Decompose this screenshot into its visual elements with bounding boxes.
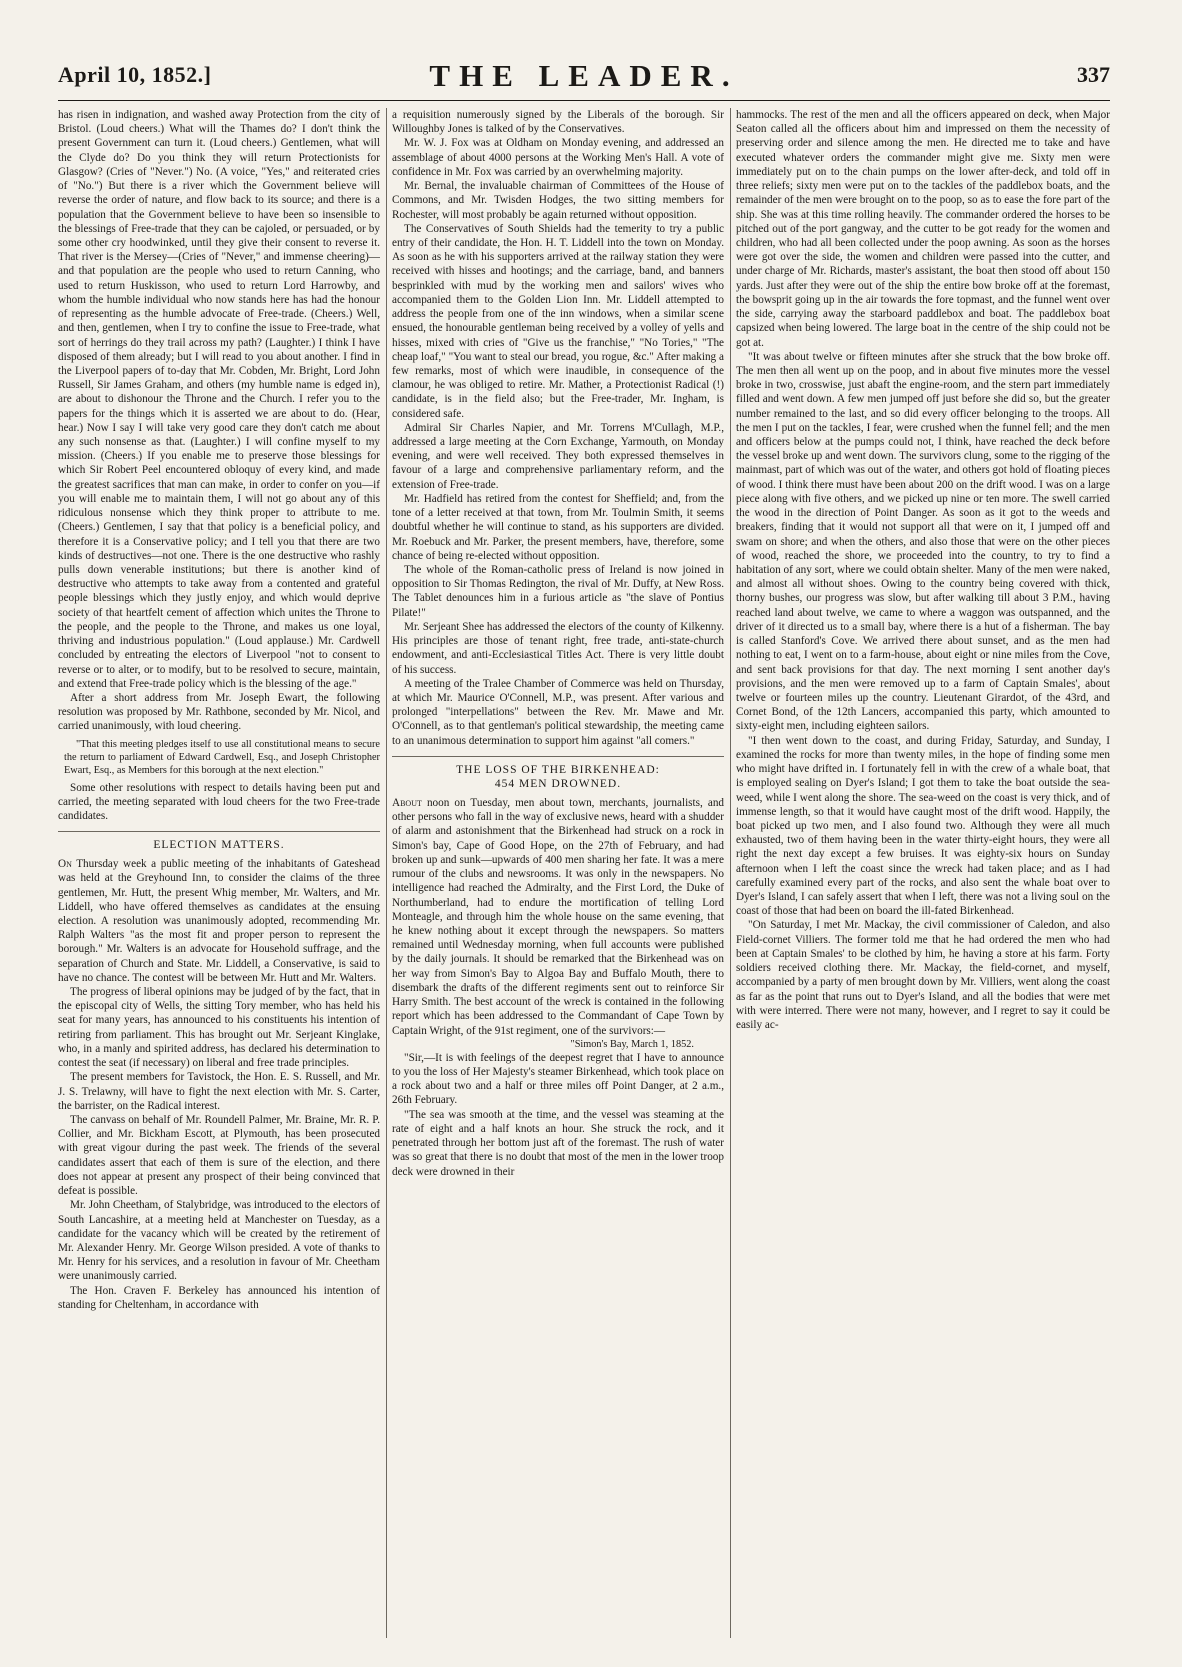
column-2: [392, 108, 724, 1638]
section-heading-election-matters: ELECTION MATTERS.: [58, 831, 380, 853]
article-paragraph: Mr. Hadfield has retired from the contest for Sheffield; and, from the tone of a letter received at that town, from Mr. Toulmin Smith, it seems doubtful whether he will continue to stand, as his supporters are divided. Mr. Roebuck and Mr. Parker, the present members, have, therefore, some chance of being re-elected without opposition.: [392, 492, 724, 562]
article-paragraph: About noon on Tuesday, men about town, merchants, journalists, and other persons who fall in the way of exclusive news, heard with a shudder of alarm and astonishment that the Birkenhead had struck on a rock in Simon's bay, Cape of Good Hope, on the 27th of February, and had broken up and sunk—upwards of 400 men sharing her fate. It was a mere rumour of the clubs and newsrooms. It was only in the newspapers. No intelligence had reached the Admiralty, and the First Lord, the Duke of Northumberland, had to endure the mortification of telling Lord Monteagle, and through him the whole house on the same evening, that he knew nothing about it except through the newspapers. So matters remained until Wednesday morning, when full accounts were published by the daily journals. It should be remarked that the Birkenhead was on her way from Simon's Bay to Algoa Bay and Buffalo Mouth, there to disembark the drafts of the different regiments sent out to reinforce Sir Harry Smith. The best account of the wreck is contained in the following report which has been addressed to the Commandant of Cape Town by Captain Wright, of the 91st regiment, one of the survivors:—: [392, 797, 724, 1037]
issue-date: April 10, 1852.]: [58, 62, 212, 87]
drop-word: About: [392, 797, 422, 810]
letter-paragraph: "On Saturday, I met Mr. Mackay, the civil commissioner of Caledon, and also Field-cornet Villiers. The former told me that he had ordered the men who had been at Captain Smales' to be clothed by him, he having a store at his farm. Forty soldiers received clothing there. Mr. Mackay, the field-cornet, and myself, accompanied by a party of men brought down by Mr. Villiers, went along the coast as far as the point that runs out to Dyer's Island, and all the bodies that were met with were interred. There were not many, however, and I regret to say it could be easily ac-: [736, 919, 1110, 1031]
letter-dateline: "Simon's Bay, March 1, 1852.: [570, 1038, 694, 1050]
article-paragraph: The whole of the Roman-catholic press of Ireland is now joined in opposition to Sir Thomas Redington, the rival of Mr. Duffy, at New Ross. The Tablet denounces him in a furious article as "the slave of Pontius Pilate!": [392, 564, 724, 619]
letter-paragraph: "It was about twelve or fifteen minutes after she struck that the bow broke off. The men then all went up on the poop, and in about five minutes more the vessel broke in two, crosswise, just abaft the engine-room, and the stern part immediately filled and went down. A few men jumped off just before she did so, but the greater number remained to the last, and so did every officer belonging to the troops. All the men I put on the tackles, I fear, were crushed when the funnel fell; and the men and officers below at the pumps could not, I think, have reached the deck before the vessel broke up and went down. The survivors clung, some to the rigging of the mainmast, part of which was out of the water, and others got hold of floating pieces of wood. I think there must have been about 200 on the drift wood. I was on a large piece along with five others, and we picked up nine or ten more. The swell carried the wood in the direction of Point Danger. As soon as it got to the weeds and breakers, finding that it would not support all that were on it, I jumped off and swam on shore; and when the others, and also those that were on the other pieces of wood, reached the shore, we proceeded into the country, to try to find a habitation of any sort, where we could obtain shelter. Many of the men were naked, and almost all without shoes. Owing to the country being covered with thick, thorny bushes, our progress was slow, but after walking till about 3 P.M., having reached land about twelve, we came to where a waggon was outspanned, and the driver of it directed us to a small bay, where there is a hut of a fisherman. The bay is called Stanford's Cove. We arrived there about sunset, and as the men had nothing to eat, I went on to a farm-house, about eight or nine miles from the Cove, and sent back provisions for that day. The next morning I sent another day's provisions, and the men were removed up to a farm of Captain Smales', about twelve or fourteen miles up the country. Lieutenant Girardot, of the 43rd, and Cornet Bond, of the 12th Lancers, accompanied this party, which amounted to sixty-eight men, including eighteen sailors.: [736, 350, 1110, 733]
letter-paragraph: hammocks. The rest of the men and all the officers appeared on deck, when Major Seaton called all the officers about him and impressed on them the necessity of preserving order and silence among the men. He directed me to take and have executed whatever orders the commander might give me. Sixty men were immediately put on to the chain pumps on the lower after-deck, and told off in three reliefs; sixty men were put on to the tackles of the paddlebox boats, and the remainder of the men were brought on to the poop, so as to ease the fore part of the ship. She was at this time rolling heavily. The commander ordered the horses to be pitched out of the port gangway, and the cutter to be got ready for the women and children, who had all been collected under the poop awning. As soon as the horses were got over the side, the women and children were passed into the cutter, and under charge of Mr. Richards, master's assistant, the boat then stood off about 150 yards. Just after they were out of the ship the entire bow broke off at the foremast, the bowsprit going up in the air towards the fore topmast, and the funnel went over the side, carrying away the starboard paddlebox and boat. The paddlebox boat capsized when being lowered. The large boat in the centre of the ship could not be got at.: [736, 109, 1110, 349]
article-paragraph: Admiral Sir Charles Napier, and Mr. Torrens M'Cullagh, M.P., addressed a large meeting at the Corn Exchange, Yarmouth, on Monday evening, and were well received. They both expressed themselves in favour of a large and comprehensive parliamentary reform, and the extension of Free-trade.: [392, 421, 724, 491]
article-paragraph: Mr. Bernal, the invaluable chairman of Committees of the House of Commons, and Mr. Twisden Hodges, the two sitting members for Rochester, will most probably be again returned without opposition.: [392, 180, 724, 221]
article-paragraph: After a short address from Mr. Joseph Ewart, the following resolution was proposed by Mr. Rathbone, seconded by Mr. Nicol, and carried unanimously, with loud cheering.: [58, 691, 380, 733]
section-heading-birkenhead: THE LOSS OF THE BIRKENHEAD: 454 MEN DROWNED.: [392, 756, 724, 792]
page-number: 337: [1077, 62, 1110, 87]
article-paragraph: has risen in indignation, and washed away Protection from the city of Bristol. (Loud cheers.) What will the Thames do? I don't think the present Government can turn it. (Loud cheers.) Gentlemen, what will the Clyde do? Do you think they will return Protectionists for Glasgow? (Cries of "Never.") No. (A voice, "Yes," and reiterated cries of "No.") But there is a river which the Government believe will reverse the order of nature, and flow back to its source; and there is a population that the Government believe to have been so insensible to the blessings of Free-trade that they can be cajoled, or persuaded, or by some other cry hoodwinked, until they give their consent to reverse it. That river is the Mersey—(Cries of "Never," and immense cheering)—and that population are the people who used to return Canning, who used to return Huskisson, who used to return Lord Harrowby, and whom the humble individual who now stands here has had the honour of representing as the humble advocate of Free-trade. (Cheers.) Well, and then, gentlemen, when I try to confine the issue to Free-trade, what sort of herrings do they trail across my path? (Laughter.) I think I have disposed of them already; but I will read to you about another. I find in the Liverpool papers of to-day that Mr. Cobden, Mr. Bright, Lord John Russell, Sir James Graham, and others (my humble name is edged in), are about to dishonour the Throne and the Church. I refer you to the papers for the things which it is asserted we are about to do. (Hear, hear.) Now I say I will take very good care they don't catch me about any such nonsense as that. (Laughter.) I will confine myself to my mission. (Cheers.) If you enable me to preserve those blessings for which Sir Robert Peel encountered obloquy of every kind, and made the greatest sacrifices that man can make, in order to confer on you—if you will enable me to maintain them, I will not go about any of this ridiculous nonsense which they think proper to attribute to me. (Cheers.) Gentlemen, I say that that policy is a beneficial policy, and therefore it is a Conservative policy; and I tell you that there are two kinds of destructives—not one. There is the one destructive who rashly pulls down venerable institutions; but there is another kind of destructive who attempts to take away from a contented and grateful people blessings which they justly enjoy, and which would deprive society of that heartfelt cement of affection which unites the Throne to the people, and the people to the Throne, and makes us one loyal, thriving and industrious population." (Loud applause.) Mr. Cardwell concluded by entreating the electors of Liverpool "not to consent to reverse or to alter, or to modify, but to be resolved to secure, maintain, and extend that Free-trade policy which is the blessing of the age.": [58, 109, 380, 690]
drop-word: On: [58, 858, 72, 871]
article-paragraph: Mr. W. J. Fox was at Oldham on Monday evening, and addressed an assemblage of about 4000 persons at the Working Men's Hall. A vote of confidence in Mr. Fox was carried by an overwhelming majority.: [392, 137, 724, 178]
letter-paragraph: "I then went down to the coast, and during Friday, Saturday, and Sunday, I examined the rocks for more than twenty miles, in the hope of finding some men who might have drifted in. I fortunately fell in with the crew of a whale boat, that is employed sealing on Dyer's Island; I got them to take the boat outside the sea-weed, while I went along the shore. The sea-weed on the coast is very thick, and of immense length, so that it would have caught most of the drift wood. Happily, the boat picked up two men, and I also found two. Although they were all much exhausted, two of them having been in the water thirty-eight hours, they were all right the next day except a few bruises. It was eighty-six hours on Sunday afternoon when I left the coast since the wreck had taken place; and as I had carefully examined every part of the rocks, and also sent the whale boat over to Dyer's Island, I can safely assert that when I left, there was not a living soul on the coast of those that had been on board the ill-fated Birkenhead.: [736, 734, 1110, 918]
article-paragraph: On Thursday week a public meeting of the inhabitants of Gateshead was held at the Greyhound Inn, to consider the claims of the three gentlemen, Mr. Hutt, the present Whig member, Mr. Walters, and Mr. Liddell, who have offered themselves as candidates at the ensuing election. A resolution was unanimously adopted, recommending Mr. Ralph Walters "as the most fit and proper person to represent the borough." Mr. Walters is an advocate for Household suffrage, and the separation of Church and State. Mr. Liddell, a Conservative, is said to have no chance. The contest will be between Mr. Hutt and Mr. Walters.: [58, 858, 380, 984]
article-paragraph: The canvass on behalf of Mr. Roundell Palmer, Mr. Braine, Mr. R. P. Collier, and Mr. Bickham Escott, at Plymouth, has been prosecuted with great vigour during the past week. The friends of the several candidates assert that each of them is sure of the election, and there does not appear at present any prospect of their being convinced that defeat is possible.: [58, 1114, 380, 1198]
masthead: [58, 58, 1110, 94]
article-paragraph: The present members for Tavistock, the Hon. E. S. Russell, and Mr. J. S. Trelawny, will have to fight the next election with Mr. S. Carter, the barrister, on the Radical interest.: [58, 1071, 380, 1112]
article-paragraph: A meeting of the Tralee Chamber of Commerce was held on Thursday, at which Mr. Maurice O'Connell, M.P., was present. After various and prolonged "interpellations" between the Rev. Mr. Mawe and Mr. O'Connell, as to that gentleman's political stewardship, the meeting came to an unanimous determination to support him against "all comers.": [392, 677, 724, 747]
column-3: [736, 108, 1110, 1638]
column-1: [58, 108, 380, 1638]
newspaper-title: THE LEADER.: [429, 58, 739, 93]
header-rule: [58, 100, 1110, 101]
column-divider: [386, 108, 387, 1638]
article-paragraph: The Hon. Craven F. Berkeley has announced his intention of standing for Cheltenham, in accordance with: [58, 1284, 380, 1311]
article-paragraph: Mr. John Cheetham, of Stalybridge, was introduced to the electors of South Lancashire, at a meeting held at Manchester on Tuesday, as a candidate for the vacancy which will be created by the retirement of Mr. Alexander Henry. Mr. George Wilson presided. A vote of thanks to Mr. Henry for his services, and a resolution in favour of Mr. Cheetham were unanimously carried.: [58, 1199, 380, 1283]
column-divider: [730, 108, 731, 1638]
article-paragraph: Some other resolutions with respect to details having been put and carried, the meeting separated with loud cheers for the two Free-trade candidates.: [58, 781, 380, 823]
article-paragraph: Mr. Serjeant Shee has addressed the electors of the county of Kilkenny. His principles are those of tenant right, free trade, anti-state-church endowment, and anti-Ecclesiastical Titles Act. There is very little doubt of his success.: [392, 620, 724, 676]
article-paragraph: a requisition numerously signed by the Liberals of the borough. Sir Willoughby Jones is talked of by the Conservatives.: [392, 109, 724, 136]
letter-paragraph: "The sea was smooth at the time, and the vessel was steaming at the rate of eight and a half knots an hour. She struck the rock, and it penetrated through her bottom just aft of the foremast. The rush of water was so great that there is no doubt that most of the men in the lower troop deck were drowned in their: [392, 1108, 724, 1178]
resolution-quote: "That this meeting pledges itself to use all constitutional means to secure the return to parliament of Edward Cardwell, Esq., and Joseph Christopher Ewart, Esq., as Members for this borough at the next election.": [64, 738, 380, 776]
article-paragraph: The progress of liberal opinions may be judged of by the fact, that in the episcopal city of Wells, the sitting Tory member, who has held his seat for many years, has announced to his constituents his intention of retiring from parliament. This has brought out Mr. Serjeant Kinglake, who, in a manly and spirited address, has declared his determination to contest the seat (if necessary) on liberal and free trade principles.: [58, 986, 380, 1070]
article-paragraph: The Conservatives of South Shields had the temerity to try a public entry of their candidate, the Hon. H. T. Liddell into the town on Monday. As soon as he with his supporters arrived at the railway station they were received with hisses and hootings; and the carriage, band, and banners besprinkled with mud by the working men and sailors' wives who accompanied them to the Golden Lion Inn. Mr. Liddell attempted to address the people from one of the inn windows, when a similar scene ensued, the honourable gentleman being received by a volley of yells and hisses, mixed with cries of "Give us the franchise," "No Tories," "The cheap loaf," "You want to steal our bread, you rogue, &c." After making a few remarks, most of which were inaudible, in consequence of the clamour, he was obliged to retire. Mr. Mather, a Protectionist Radical (!) candidate, is in the field also; but the Free-trader, Mr. Ingham, is considered safe.: [392, 222, 724, 420]
letter-paragraph: "Sir,—It is with feelings of the deepest regret that I have to announce to you the loss of Her Majesty's steamer Birkenhead, which took place on a rock about two and a half or three miles off Point Danger, at 2 a.m., 26th February.: [392, 1051, 724, 1107]
